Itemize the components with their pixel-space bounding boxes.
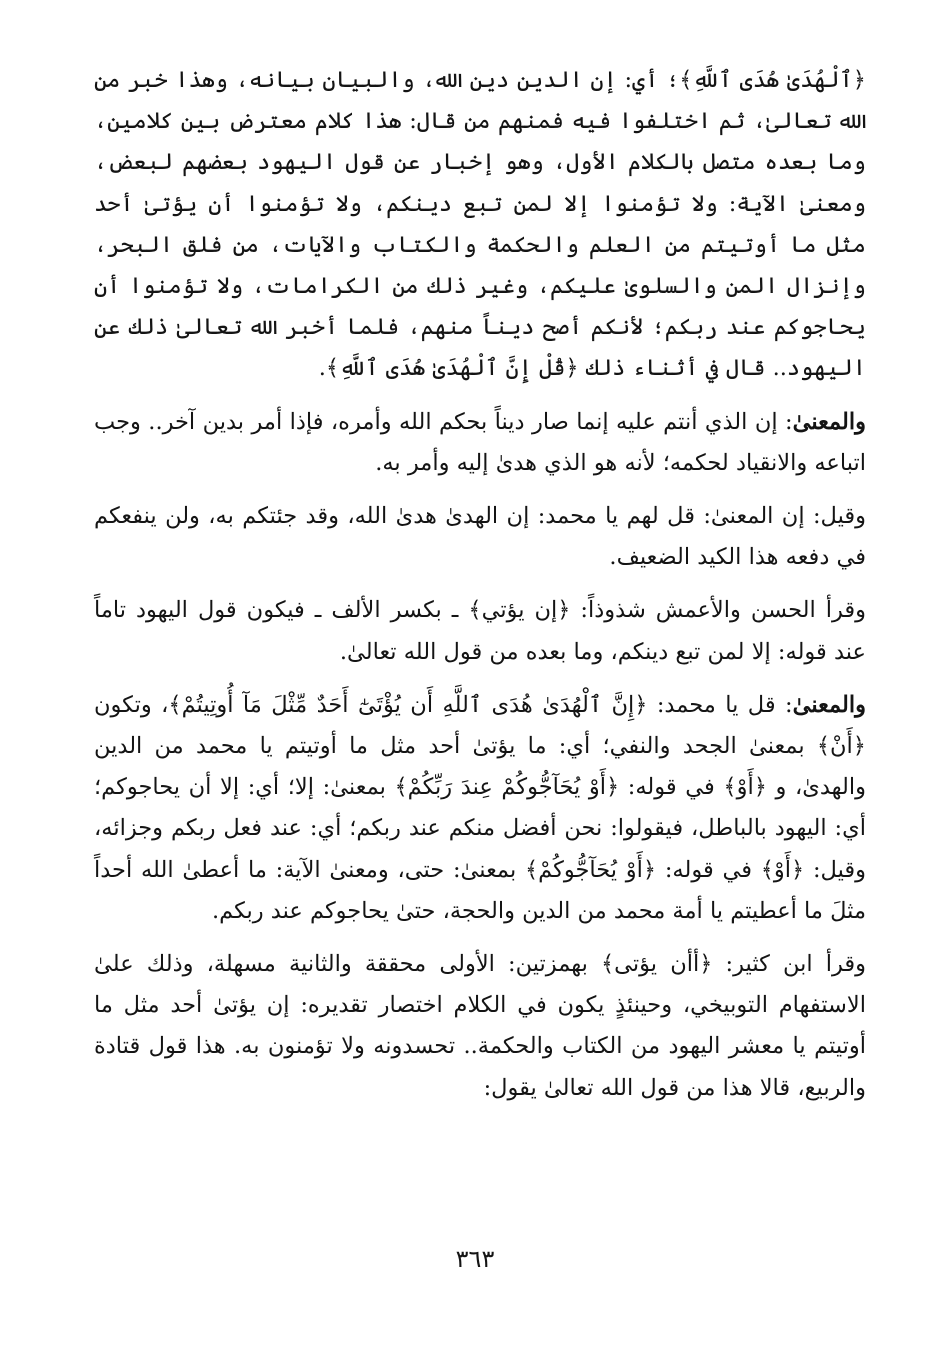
paragraph-text: ﴿ٱلْهُدَىٰ هُدَى ٱللَّهِ﴾؛ أي: إن الدين دين الله، والبيان بيانه، وهذا خبر من الله تعالىٰ، ثم اختلفوا فيه فمنهم من قال: هذا كلام معترض بين كلامين، وما بعده متصل بالكلام الأول، وهو إخبار عن قول اليهود بعضهم لبعض، ومعنىٰ الآية: ولا تؤمنوا إلا لمن تبع دينكم، ولا تؤمنوا أن يؤتىٰ أحد مثل ما أوتيتم من العلم والحكمة والكتاب والآيات، من فلق البحر، وإنزال المن والسلوىٰ عليكم، وغير ذلك من الكرامات، ولا تؤمنوا أن يحاجوكم عند ربكم؛ لأنكم أصح ديناً منهم، فلما أخبر الله تعالىٰ ذلك عن اليهود.. قال في أثناء ذلك ﴿قُلْ إِنَّ ٱلْهُدَىٰ هُدَى ٱللَّهِ﴾. bbox=[94, 67, 866, 382]
paragraph-lead: والمعنىٰ bbox=[792, 691, 866, 718]
paragraph-3 bbox=[94, 496, 866, 578]
paragraph-4 bbox=[94, 590, 866, 672]
paragraph-6 bbox=[94, 944, 866, 1109]
paragraph-text: : قل يا محمد: ﴿إِنَّ ٱلْهُدَىٰ هُدَى ٱللَّهِ أَن يُؤْتَىٰٓ أَحَدٌ مِّثْلَ مَآ أُوتِيتُمْ﴾، وتكون ﴿أَنْ﴾ بمعنىٰ الجحد والنفي؛ أي: ما يؤتىٰ أحد مثل ما أوتيتم يا محمد من الدين والهدىٰ، و ﴿أَوْ﴾ في قوله: ﴿أَوْ يُحَآجُّوكُمْ عِندَ رَبِّكُمْ﴾ بمعنىٰ: إلا؛ أي: إلا أن يحاجوكم؛ أي: اليهود بالباطل، فيقولوا: نحن أفضل منكم عند ربكم؛ أي: عند فعل ربكم وجزائه، وقيل: ﴿أَوْ﴾ في قوله: ﴿أَوْ يُحَآجُّوكُمْ﴾ بمعنىٰ: حتى، ومعنىٰ الآية: ما أعطىٰ الله أحداً مثلَ ما أعطيتم يا أمة محمد من الدين والحجة، حتىٰ يحاجوكم عند ربكم. bbox=[94, 691, 866, 924]
paragraph-lead: والمعنىٰ bbox=[792, 408, 866, 435]
paragraph-2 bbox=[94, 402, 866, 484]
paragraph-text: وقرأ ابن كثير: ﴿أأن يؤتى﴾ بهمزتين: الأولى محققة والثانية مسهلة، وذلك علىٰ الاستفهام التوبيخي، وحينئذٍ يكون في الكلام اختصار تقديره: إن يؤتىٰ أحد مثل ما أوتيتم يا معشر اليهود من الكتاب والحكمة.. تحسدونه ولا تؤمنون به. هذا قول قتادة والربيع، قالا هذا من قول الله تعالىٰ يقول: bbox=[94, 951, 866, 1101]
body-text bbox=[94, 60, 866, 1121]
paragraph-text: : إن الذي أنتم عليه إنما صار ديناً بحكم الله وأمره، فإذا أمر بدين آخر.. وجب اتباعه والانقياد لحكمه؛ لأنه هو الذي هدىٰ إليه وأمر به. bbox=[94, 408, 866, 476]
paragraph-5 bbox=[94, 685, 866, 932]
page-number: ٣٦٣ bbox=[455, 1245, 495, 1273]
paragraph-text: وقيل: إن المعنىٰ: قل لهم يا محمد: إن الهدىٰ هدىٰ الله، وقد جئتكم به، ولن ينفعكم في دفعه هذا الكيد الضعيف. bbox=[94, 503, 866, 571]
paragraph-text: وقرأ الحسن والأعمش شذوذاً: ﴿إن يؤتي﴾ ـ بكسر الألف ـ فيكون قول اليهود تاماً عند قوله: إلا لمن تبع دينكم، وما بعده من قول الله تعالىٰ. bbox=[94, 597, 866, 665]
paragraph-1 bbox=[94, 60, 866, 390]
